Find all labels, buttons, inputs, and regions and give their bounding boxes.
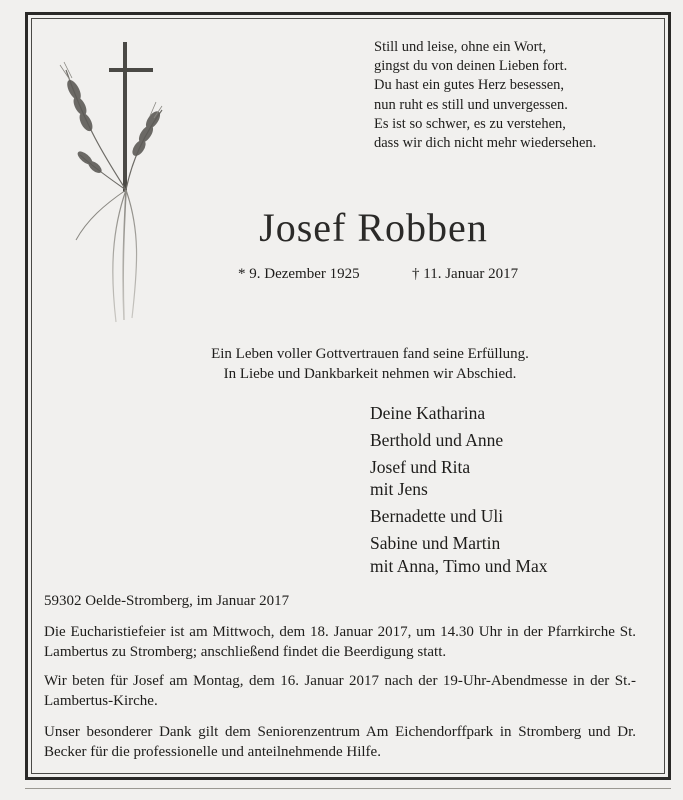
- cross-wheat-icon: [52, 40, 170, 325]
- mourners-list: [370, 402, 660, 578]
- prayer-paragraph: Wir beten für Josef am Montag, dem 16. Januar 2017 nach der 19-Uhr-Abendmesse in der St.-Lambertus-Kirche.: [44, 673, 636, 709]
- death-date: † 11. Januar 2017: [412, 266, 519, 282]
- thanks-paragraph: Unser besonderer Dank gilt dem Seniorenzentrum Am Eichendorffpark in Stromberg und Dr. Becker für die professionelle und anteilnehmende Hilfe.: [44, 724, 636, 760]
- place-date: 59302 Oelde-Stromberg, im Januar 2017: [44, 593, 290, 609]
- birth-date: * 9. Dezember 1925: [238, 266, 360, 282]
- poem-line: nun ruht es still und unvergessen.: [374, 96, 568, 113]
- poem: [374, 38, 644, 153]
- mourner: Bernadette und Uli: [370, 506, 504, 527]
- service-paragraph: Die Eucharistiefeier ist am Mittwoch, dem 18. Januar 2017, um 14.30 Uhr in der Pfarrkirche St. Lambertus zu Stromberg; anschließend findet die Beerdigung statt.: [44, 624, 636, 660]
- poem-line: Es ist so schwer, es zu verstehen,: [374, 115, 566, 132]
- bottom-divider: [25, 788, 671, 789]
- mourner: mit Jens: [370, 479, 428, 500]
- motto-line: Ein Leben voller Gottvertrauen fand seine Erfüllung.: [211, 346, 529, 362]
- mourner: Sabine und Martin: [370, 532, 501, 553]
- mourner: Josef und Rita: [370, 456, 471, 477]
- mourner: Deine Katharina: [370, 403, 486, 423]
- poem-line: gingst du von deinen Lieben fort.: [374, 58, 568, 75]
- motto-line: In Liebe und Dankbarkeit nehmen wir Abschied.: [223, 366, 517, 382]
- motto: [160, 344, 580, 384]
- poem-line: Still und leise, ohne ein Wort,: [374, 39, 547, 55]
- mourner: mit Anna, Timo und Max: [370, 555, 548, 576]
- bleed-through-decoration: [360, 168, 367, 198]
- poem-line: Du hast ein gutes Herz besessen,: [374, 77, 565, 94]
- deceased-name: Josef Robben: [259, 205, 488, 250]
- poem-line: dass wir dich nicht mehr wiedersehen.: [374, 135, 597, 152]
- mourner: Berthold und Anne: [370, 429, 504, 450]
